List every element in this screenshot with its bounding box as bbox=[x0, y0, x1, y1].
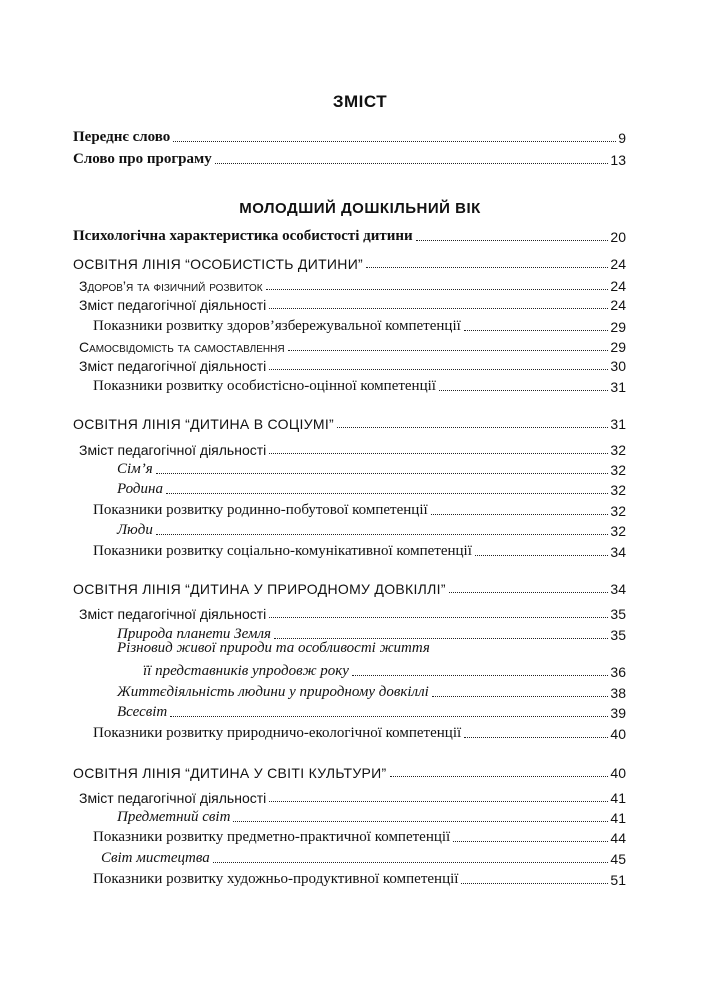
toc-entry-foreword[interactable] bbox=[73, 124, 626, 146]
dot-leader bbox=[269, 369, 608, 370]
dot-leader bbox=[366, 267, 608, 268]
toc-educational-line-4[interactable] bbox=[73, 759, 626, 781]
toc-entry[interactable] bbox=[93, 866, 626, 888]
dot-leader bbox=[269, 801, 608, 802]
toc-entry[interactable] bbox=[117, 517, 626, 539]
toc-entry[interactable] bbox=[93, 497, 626, 519]
dot-leader bbox=[173, 141, 616, 142]
entry-page: 32 bbox=[610, 441, 626, 458]
entry-page: 38 bbox=[610, 684, 626, 701]
dot-leader bbox=[213, 862, 609, 863]
entry-page: 51 bbox=[610, 871, 626, 888]
entry-label: Зміст педагогічної діяльності bbox=[79, 789, 267, 806]
toc-educational-line-1[interactable] bbox=[73, 250, 626, 272]
entry-page: 34 bbox=[610, 543, 626, 560]
page-title: ЗМІСТ bbox=[332, 92, 388, 111]
entry-label: Світ мистецтва bbox=[101, 849, 210, 866]
entry-page: 31 bbox=[610, 378, 626, 395]
entry-page: 32 bbox=[610, 502, 626, 519]
entry-label: Родина bbox=[117, 480, 163, 497]
dot-leader bbox=[431, 514, 609, 515]
entry-label: Зміст педагогічної діяльності bbox=[79, 296, 267, 313]
entry-label: Життєдіяльність людини у природному довкіллі bbox=[117, 683, 429, 700]
entry-page: 35 bbox=[610, 605, 626, 622]
toc-entry[interactable] bbox=[143, 658, 626, 680]
entry-label: ОСВІТНЯ ЛІНІЯ “ДИТИНА В СОЦІУМІ” bbox=[73, 415, 334, 432]
section-heading: МОЛОДШИЙ ДОШКІЛЬНИЙ ВІК bbox=[239, 200, 481, 217]
dot-leader bbox=[464, 330, 609, 331]
entry-label: Предметний світ bbox=[117, 808, 231, 825]
dot-leader bbox=[156, 534, 609, 535]
dot-leader bbox=[432, 696, 609, 697]
dot-leader bbox=[166, 493, 608, 494]
entry-page: 32 bbox=[610, 461, 626, 478]
entry-page: 29 bbox=[610, 338, 626, 355]
entry-page: 35 bbox=[610, 626, 626, 643]
dot-leader bbox=[274, 638, 608, 639]
entry-label: Слово про програму bbox=[73, 150, 212, 167]
entry-page: 44 bbox=[610, 829, 626, 846]
entry-label: Психологічна характеристика особистості дитини bbox=[73, 227, 413, 244]
entry-page: 20 bbox=[610, 228, 626, 245]
entry-label: Показники розвитку родинно-побутової компетенції bbox=[93, 501, 428, 518]
entry-page: 40 bbox=[610, 725, 626, 742]
toc-entry[interactable] bbox=[117, 476, 626, 498]
entry-label: її представників упродовж року bbox=[143, 662, 349, 679]
entry-label: Люди bbox=[117, 521, 153, 538]
entry-label: Сім’я bbox=[117, 460, 153, 477]
entry-page: 24 bbox=[610, 296, 626, 313]
entry-page: 36 bbox=[610, 663, 626, 680]
dot-leader bbox=[233, 821, 608, 822]
entry-page: 24 bbox=[610, 255, 626, 272]
entry-page: 31 bbox=[610, 415, 626, 432]
dot-leader bbox=[156, 473, 609, 474]
dot-leader bbox=[475, 555, 609, 556]
entry-page: 24 bbox=[610, 277, 626, 294]
entry-label: Природа планети Земля bbox=[117, 625, 271, 642]
dot-leader bbox=[269, 617, 608, 618]
entry-label: Всесвіт bbox=[117, 703, 168, 720]
entry-label: Самосвідомість та самоставлення bbox=[79, 338, 285, 355]
entry-page: 34 bbox=[610, 580, 626, 597]
toc-entry[interactable] bbox=[117, 804, 626, 826]
dot-leader bbox=[439, 390, 608, 391]
dot-leader bbox=[266, 289, 609, 290]
entry-label: ОСВІТНЯ ЛІНІЯ “ДИТИНА У СВІТІ КУЛЬТУРИ” bbox=[73, 764, 387, 781]
entry-label: Показники розвитку природничо-екологічної компетенції bbox=[93, 724, 462, 741]
entry-page: 41 bbox=[610, 789, 626, 806]
entry-label: Показники розвитку предметно-практичної компетенції bbox=[93, 828, 451, 845]
dot-leader bbox=[461, 883, 608, 884]
toc-educational-line-3[interactable] bbox=[73, 575, 626, 597]
dot-leader bbox=[215, 163, 609, 164]
toc-entry[interactable] bbox=[79, 352, 626, 374]
toc-entry[interactable] bbox=[93, 313, 626, 335]
entry-label: Показники розвитку особистісно-оцінної компетенції bbox=[93, 377, 436, 394]
toc-entry[interactable] bbox=[117, 679, 626, 701]
dot-leader bbox=[449, 592, 609, 593]
entry-page: 40 bbox=[610, 764, 626, 781]
entry-page: 30 bbox=[610, 357, 626, 374]
toc-entry[interactable] bbox=[93, 538, 626, 560]
dot-leader bbox=[269, 453, 608, 454]
dot-leader bbox=[352, 675, 608, 676]
dot-leader bbox=[453, 841, 608, 842]
toc-entry[interactable] bbox=[93, 373, 626, 395]
toc-entry[interactable] bbox=[117, 456, 626, 478]
entry-label: Зміст педагогічної діяльності bbox=[79, 357, 267, 374]
entry-page: 32 bbox=[610, 481, 626, 498]
entry-label: Зміст педагогічної діяльності bbox=[79, 605, 267, 622]
dot-leader bbox=[390, 776, 609, 777]
dot-leader bbox=[170, 716, 608, 717]
entry-page: 45 bbox=[610, 850, 626, 867]
entry-page: 39 bbox=[610, 704, 626, 721]
entry-page: 13 bbox=[610, 151, 626, 168]
dot-leader bbox=[269, 308, 608, 309]
toc-entry[interactable] bbox=[79, 600, 626, 622]
dot-leader bbox=[416, 240, 609, 241]
toc-entry[interactable] bbox=[79, 436, 626, 458]
entry-label: Показники розвитку здоров’язбережувальної компетенції bbox=[93, 317, 461, 334]
entry-label: ОСВІТНЯ ЛІНІЯ “ОСОБИСТІСТЬ ДИТИНИ” bbox=[73, 255, 364, 272]
entry-label: Переднє слово bbox=[73, 128, 171, 145]
entry-page: 32 bbox=[610, 522, 626, 539]
toc-entry-first-line[interactable]: Різновид живої природи та особливості життя bbox=[117, 640, 430, 656]
toc-entry[interactable] bbox=[79, 291, 626, 313]
entry-label: Показники розвитку художньо-продуктивної компетенції bbox=[93, 870, 459, 887]
toc-entry-psychology[interactable] bbox=[73, 223, 626, 245]
toc-entry-program-word[interactable] bbox=[73, 146, 626, 168]
toc-entry[interactable] bbox=[93, 720, 626, 742]
entry-page: 9 bbox=[618, 129, 626, 146]
entry-label: Зміст педагогічної діяльності bbox=[79, 441, 267, 458]
entry-page: 29 bbox=[610, 318, 626, 335]
toc-educational-line-2[interactable] bbox=[73, 410, 626, 432]
toc-entry[interactable] bbox=[117, 699, 626, 721]
toc-entry[interactable] bbox=[93, 824, 626, 846]
entry-page: 41 bbox=[610, 809, 626, 826]
entry-label: ОСВІТНЯ ЛІНІЯ “ДИТИНА У ПРИРОДНОМУ ДОВКІЛЛІ” bbox=[73, 580, 446, 597]
dot-leader bbox=[464, 737, 608, 738]
toc-entry[interactable] bbox=[79, 784, 626, 806]
toc-entry[interactable] bbox=[101, 845, 626, 867]
dot-leader bbox=[288, 350, 609, 351]
entry-label: Показники розвитку соціально-комунікативної компетенції bbox=[93, 542, 472, 559]
entry-label: Здоров’я та фізичний розвиток bbox=[79, 277, 263, 294]
dot-leader bbox=[337, 427, 608, 428]
